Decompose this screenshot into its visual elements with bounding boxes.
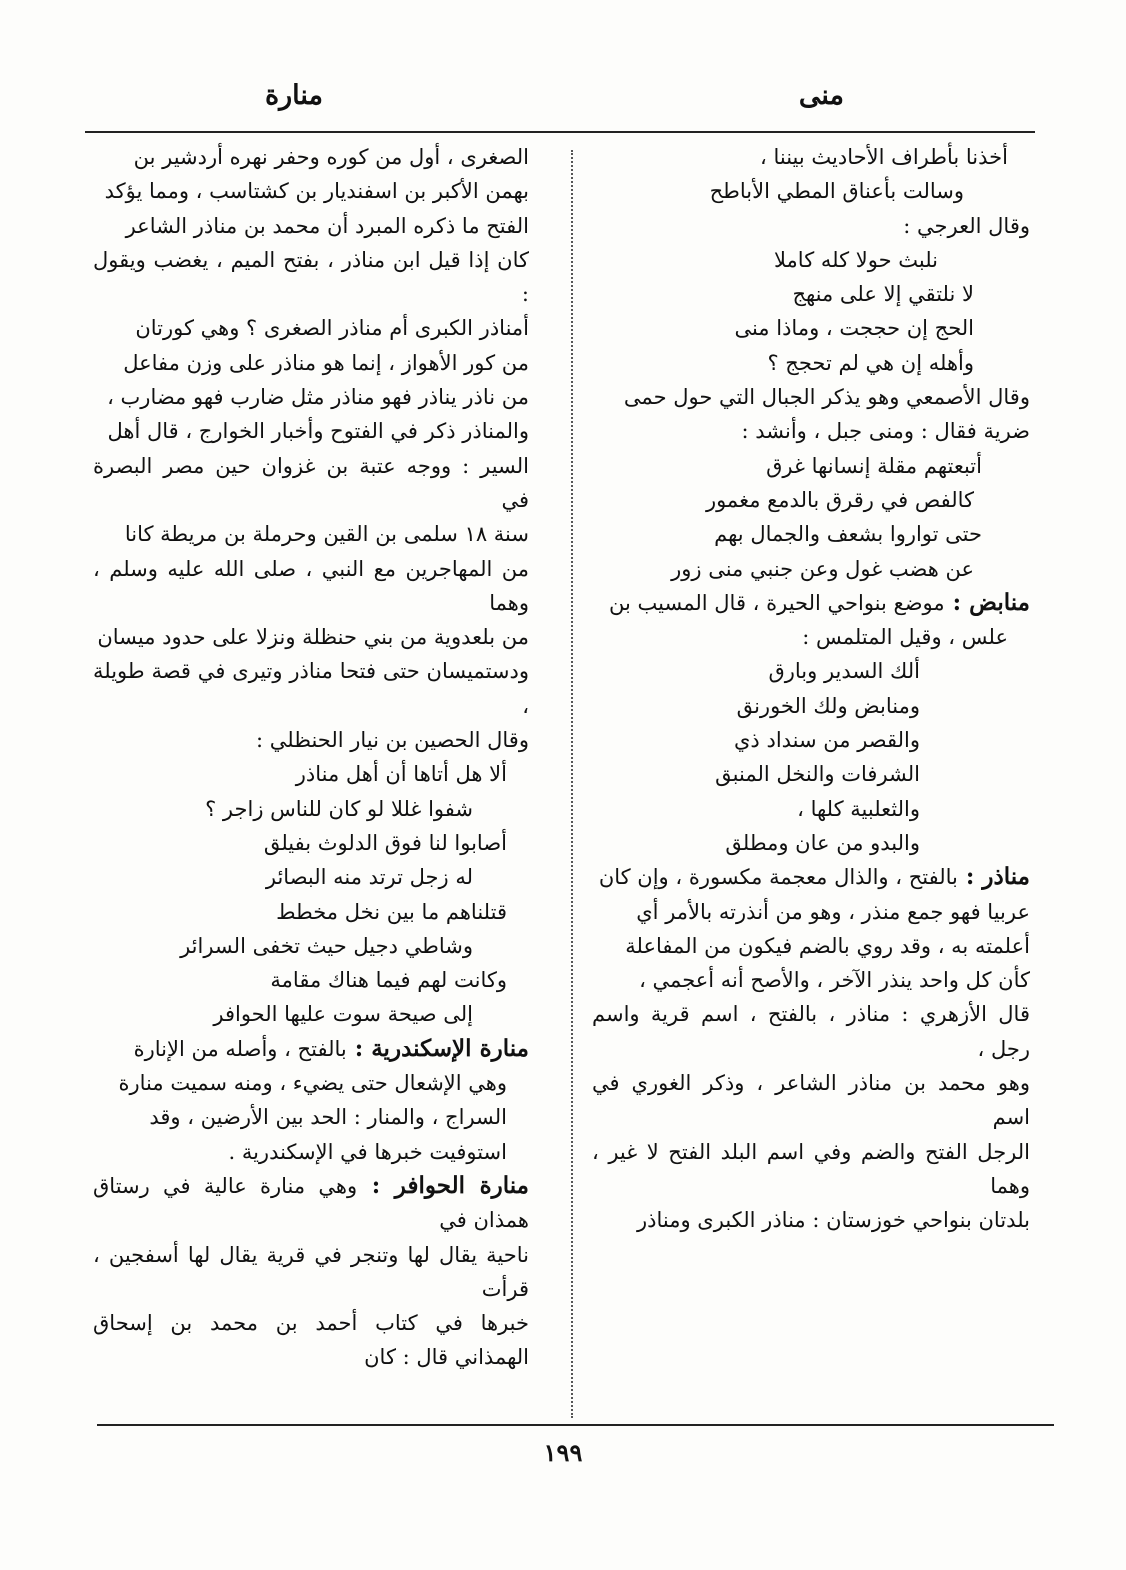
line-text: والمناذر ذكر في الفتوح وأخبار الخوارج ، قال أهل <box>107 419 529 444</box>
text-line <box>592 1066 1030 1135</box>
line-text: سنة ١٨ سلمى بن القين وحرملة بن مريطة كانا <box>124 522 529 547</box>
text-line <box>93 1306 529 1375</box>
text-line <box>592 243 1030 277</box>
line-text: استوفيت خبرها في الإسكندرية . <box>228 1139 507 1164</box>
text-line <box>93 826 529 860</box>
line-text: وكانت لهم فيما هناك مقامة <box>270 968 507 993</box>
line-text: من المهاجرين مع النبي ، صلى الله عليه وسلم ، وهما <box>93 556 529 615</box>
text-line <box>93 140 529 174</box>
line-text: الشرفات والنخل المنبق <box>715 762 920 787</box>
header-rule <box>85 131 1035 133</box>
text-line <box>592 586 1030 620</box>
line-text: وقال العرجي : <box>903 213 1030 238</box>
text-line <box>592 414 1030 448</box>
line-text: نلبث حولا كله كاملا <box>774 247 938 272</box>
line-text: عن هضب غول وعن جنبي منى زور <box>671 556 974 581</box>
line-text: بالفتح ، وأصله من الإنارة <box>133 1036 347 1061</box>
text-line <box>592 860 1030 894</box>
line-text: وشاطي دجيل حيث تخفى السرائر <box>180 933 473 958</box>
line-text: كالفص في رقرق بالدمع مغمور <box>705 487 974 512</box>
text-line <box>592 311 1030 345</box>
text-line <box>592 174 1030 208</box>
line-text: وهو محمد بن مناذر الشاعر ، وذكر الغوري في اسم <box>592 1071 1030 1130</box>
line-text: من كور الأهواز ، إنما هو مناذر على وزن مفاعل <box>123 350 529 375</box>
text-line <box>93 209 529 243</box>
text-line <box>93 929 529 963</box>
text-line <box>592 380 1030 414</box>
text-line <box>93 1135 529 1169</box>
text-line <box>93 963 529 997</box>
text-line <box>592 449 1030 483</box>
line-text: ودستميسان حتى فتحا مناذر وتيرى في قصة طويلة ، <box>93 659 529 718</box>
line-text: قال الأزهري : مناذر ، بالفتح ، اسم قرية واسم رجل ، <box>592 1002 1030 1061</box>
text-line <box>592 723 1030 757</box>
text-line <box>93 414 529 448</box>
text-line <box>93 243 529 312</box>
text-line <box>93 449 529 518</box>
text-line <box>93 174 529 208</box>
running-header-left: منارة <box>265 80 324 111</box>
text-line <box>93 620 529 654</box>
line-text: والثعلبية كلها ، <box>797 796 920 821</box>
line-text: ناحية يقال لها وتنجر في قرية يقال لها أسفجين ، قرأت <box>93 1242 529 1301</box>
text-line <box>592 997 1030 1066</box>
line-text: الحج إن حججت ، وماذا منى <box>734 316 974 341</box>
text-line <box>93 1169 529 1238</box>
line-text: وهي منارة عالية في رستاق همذان في <box>93 1173 529 1233</box>
line-text: عربيا فهو جمع منذر ، وهو من أنذرته بالأمر أي <box>636 899 1030 924</box>
text-line <box>93 757 529 791</box>
line-text: خبرها في كتاب أحمد بن محمد بن إسحاق الهمذاني قال : كان <box>93 1311 529 1370</box>
text-line <box>592 1203 1030 1237</box>
text-line <box>93 723 529 757</box>
line-text: أعلمته به ، وقد روي بالضم فيكون من المفاعلة <box>625 933 1030 958</box>
line-text: علس ، وقيل المتلمس : <box>802 625 1008 650</box>
line-text: من ناذر يناذر فهو مناذر مثل ضارب فهو مضارب ، <box>107 385 529 410</box>
line-text: وقال الأصمعي وهو يذكر الجبال التي حول حمى <box>623 385 1030 410</box>
text-line <box>93 311 529 345</box>
line-text: وقال الحصين بن نيار الحنظلي : <box>256 728 529 753</box>
text-line <box>592 689 1030 723</box>
text-line <box>592 140 1030 174</box>
text-line <box>93 895 529 929</box>
line-text: والقصر من سنداد ذي <box>734 728 920 753</box>
line-text: وهي الإشعال حتى يضيء ، ومنه سميت منارة <box>118 1071 507 1096</box>
text-line <box>93 1238 529 1307</box>
text-line <box>93 346 529 380</box>
line-text: السراج ، والمنار : الحد بين الأرضين ، وقد <box>149 1105 507 1130</box>
text-line <box>592 277 1030 311</box>
line-text: شفوا غللا لو كان للناس زاجر ؟ <box>205 796 473 821</box>
text-line <box>93 1032 529 1066</box>
column-divider <box>571 150 573 1418</box>
line-text: وسالت بأعناق المطي الأباطح <box>709 179 964 204</box>
line-text: بلدتان بنواحي خوزستان : مناذر الكبرى ومناذر <box>637 1208 1030 1233</box>
running-header-right: منى <box>798 80 844 111</box>
line-text: حتى تواروا بشعف والجمال بهم <box>714 522 982 547</box>
text-line <box>592 895 1030 929</box>
text-line <box>93 997 529 1031</box>
right-column <box>592 140 1030 1238</box>
text-line <box>93 1066 529 1100</box>
line-text: ألا هل أتاها أن أهل مناذر <box>295 762 507 787</box>
text-line <box>592 209 1030 243</box>
text-line <box>93 792 529 826</box>
text-line <box>93 860 529 894</box>
text-line <box>93 380 529 414</box>
line-text: ضرية فقال : ومنى جبل ، وأنشد : <box>741 419 1030 444</box>
line-text: أصابوا لنا فوق الدلوث بفيلق <box>263 830 507 855</box>
line-text: ألك السدير وبارق <box>768 659 920 684</box>
line-text: والبدو من عان ومطلق <box>725 830 920 855</box>
text-line <box>592 963 1030 997</box>
line-text: موضع بنواحي الحيرة ، قال المسيب بن <box>609 590 945 615</box>
line-text: الفتح ما ذكره المبرد أن محمد بن مناذر الشاعر <box>125 213 529 238</box>
entry-headword: مناذر : <box>957 863 1030 891</box>
line-text: لا نلتقي إلا على منهج <box>792 282 974 307</box>
text-line <box>592 757 1030 791</box>
text-line <box>592 552 1030 586</box>
text-line <box>93 552 529 621</box>
line-text: الصغرى ، أول من كوره وحفر نهره أردشير بن <box>133 145 529 169</box>
text-line <box>592 654 1030 688</box>
line-text: أمناذر الكبرى أم مناذر الصغرى ؟ وهي كورتان <box>135 316 529 341</box>
page-number: ١٩٩ <box>543 1438 583 1467</box>
text-line <box>592 1135 1030 1204</box>
entry-headword: منارة الحوافر : <box>357 1171 529 1199</box>
footer-rule <box>97 1424 1054 1426</box>
line-text: كأن كل واحد ينذر الآخر ، والأصح أنه أعجمي ، <box>639 968 1030 993</box>
line-text: له زجل ترتد منه البصائر <box>265 865 473 890</box>
line-text: ومنابض ولك الخورنق <box>736 693 920 718</box>
line-text: كان إذا قيل ابن مناذر ، بفتح الميم ، يغضب ويقول : <box>93 247 529 307</box>
line-text: إلى صيحة سوت عليها الحوافر <box>213 1002 473 1027</box>
line-text: وأهله إن هي لم تحجج ؟ <box>767 350 974 375</box>
text-line <box>592 792 1030 826</box>
text-line <box>93 517 529 551</box>
entry-headword: منابض : <box>944 588 1030 616</box>
text-line <box>592 346 1030 380</box>
entry-headword: منارة الإسكندرية : <box>346 1034 529 1062</box>
text-line <box>592 483 1030 517</box>
text-line <box>592 929 1030 963</box>
line-text: الرجل الفتح والضم وفي اسم البلد الفتح لا غير ، وهما <box>592 1139 1030 1198</box>
left-column <box>93 140 529 1375</box>
line-text: أتبعتهم مقلة إنسانها غرق <box>766 453 982 478</box>
text-line <box>93 1100 529 1134</box>
line-text: بهمن الأكبر بن اسفنديار بن كشتاسب ، ومما يؤكد <box>104 179 529 204</box>
line-text: أخذنا بأطراف الأحاديث بيننا ، <box>760 145 1008 169</box>
text-line <box>93 654 529 723</box>
line-text: من بلعدوية من بني حنظلة ونزلا على حدود ميسان <box>97 625 529 650</box>
line-text: قتلناهم ما بين نخل مخطط <box>276 899 507 924</box>
text-line <box>592 620 1030 654</box>
line-text: بالفتح ، والذال معجمة مكسورة ، وإن كان <box>598 865 958 890</box>
text-line <box>592 826 1030 860</box>
line-text: السير : ووجه عتبة بن غزوان حين مصر البصرة في <box>93 453 529 512</box>
text-line <box>592 517 1030 551</box>
